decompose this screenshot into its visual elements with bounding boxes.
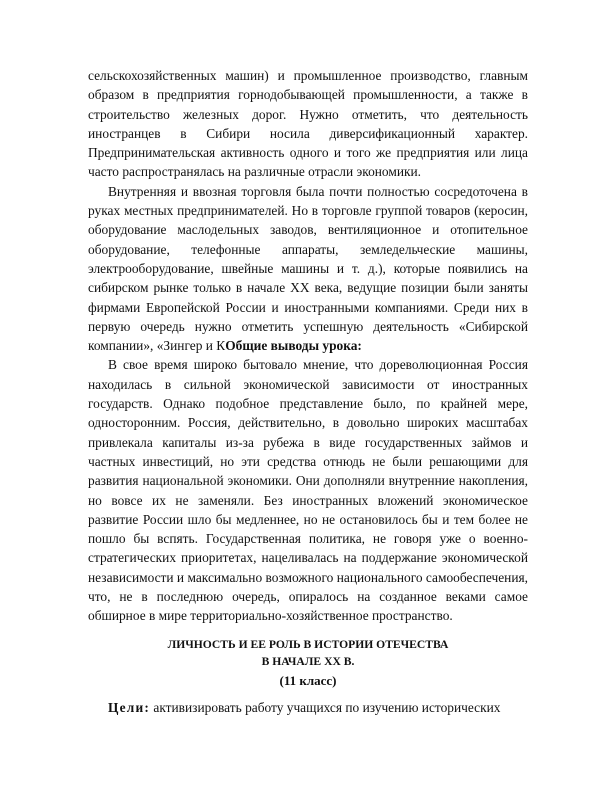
document-page: [88, 66, 528, 717]
lesson-conclusions-label: Общие выводы урока:: [225, 338, 362, 354]
paragraph-trade-text: Внутренняя и ввозная торговля была почти полностью сосредоточена в руках местных предпринимателей. Но в торговле группой товаров (керосин, оборудование маслодельных заводов, вентиляционное и отопительное оборудование, телефонные аппараты, земледельческие машины, электрооборудование, швейные машины и т. д.), которые появились на сибирском рынке только в начале XX века, ведущие позиции были заняты фирмами Европейской России и иностранными компаниями. Среди них в первую очередь нужно отметить успешную деятельность «Сибирской компании», «Зингер и К: [88, 183, 528, 354]
lesson-goals: [88, 698, 528, 717]
paragraph-trade: [88, 182, 528, 356]
lesson-grade: (11 класс): [279, 672, 337, 688]
lesson-title-line-2: В НАЧАЛЕ XX В.: [261, 655, 355, 669]
goals-text: активизировать работу учащихся по изучению исторических: [150, 699, 501, 715]
lesson-title-line-1: ЛИЧНОСТЬ И ЕЕ РОЛЬ В ИСТОРИИ ОТЕЧЕСТВА: [167, 637, 449, 651]
goals-label: Цели:: [108, 699, 151, 715]
paragraph-foreign-enterprise: сельскохозяйственных машин) и промышленное производство, главным образом в предприятия горнодобывающей промышленности, а также в строительство железных дорог. Нужно отметить, что деятельность иностранцев в Сибири носила диверсификационный характер. Предпринимательская активность одного и того же предприятия или лица часто распространялась на различные отрасли экономики.: [88, 68, 528, 180]
paragraph-conclusions: В свое время широко бытовало мнение, что дореволюционная Россия находилась в сильной экономической зависимости от иностранных государств. Однако подобное представление было, по крайней мере, односторонним. Россия, действительно, в довольно широких масштабах привлекала капиталы из-за рубежа в виде государственных займов и частных инвестиций, но эти средства отнюдь не были решающими для развития национальной экономики. Они дополняли внутренние накопления, но вовсе их не заменяли. Без иностранных вложений экономическое развитие России шло бы медленнее, но не остановилось бы и тем более не пошло бы вспять. Государственная политика, не говоря уже о военно-стратегических приоритетах, нацеливалась на поддержание экономической независимости и максимально возможного национального самообеспечения, что, не в последнюю очередь, опиралось на созданное веками самое обширное в мире территориально-хозяйственное пространство.: [88, 357, 528, 624]
